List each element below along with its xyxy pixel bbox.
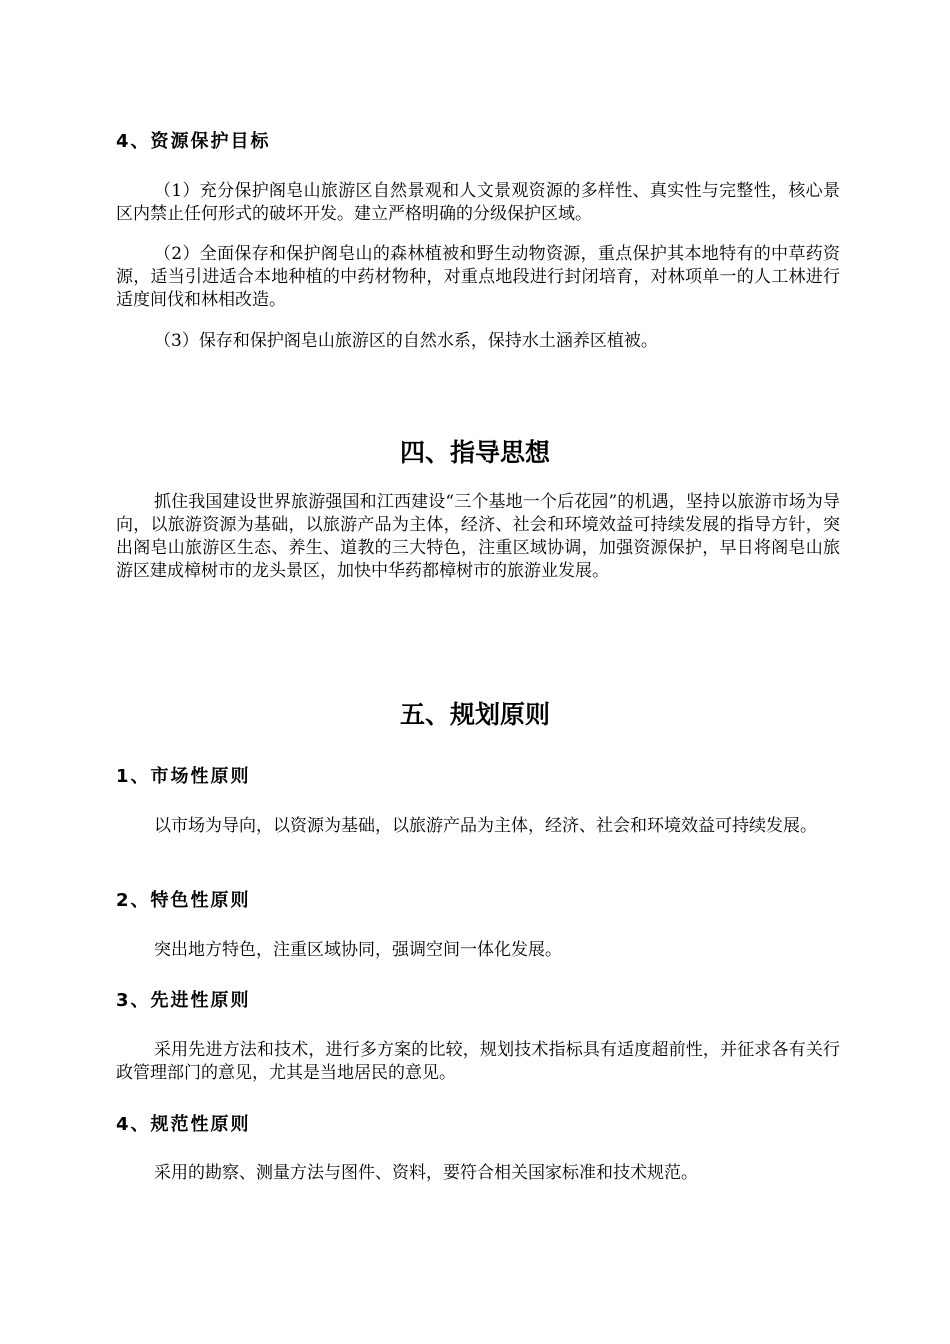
protection-item-1: （1）充分保护阁皂山旅游区自然景观和人文景观资源的多样性、真实性与完整性，核心景区内禁止任何形式的破坏开发。建立严格明确的分级保护区域。	[116, 181, 840, 224]
advanced-principle-body: 采用先进方法和技术，进行多方案的比较，规划技术指标具有适度超前性，并征求各有关行政管理部门的意见，尤其是当地居民的意见。	[116, 1040, 840, 1083]
feature-principle-body: 突出地方特色，注重区域协同，强调空间一体化发展。	[154, 940, 562, 960]
standard-principle-body: 采用的勘察、测量方法与图件、资料，要符合相关国家标准和技术规范。	[154, 1163, 698, 1183]
protection-item-3: （3）保存和保护阁皂山旅游区的自然水系，保持水土涵养区植被。	[154, 331, 658, 351]
standard-principle-heading: 4、规范性原则	[116, 1114, 251, 1135]
guiding-ideology-body: 抓住我国建设世界旅游强国和江西建设“三个基地一个后花园”的机遇，坚持以旅游市场为导向，以旅游资源为基础，以旅游产品为主体，经济、社会和环境效益可持续发展的指导方针，突出阁皂山旅游区生态、养生、道教的三大特色，注重区域协调，加强资源保护，早日将阁皂山旅游区建成樟树市的龙头景区，加快中华药都樟树市的旅游业发展。	[116, 492, 840, 581]
market-principle-body: 以市场为导向，以资源为基础，以旅游产品为主体，经济、社会和环境效益可持续发展。	[154, 816, 817, 836]
protection-item-2: （2）全面保存和保护阁皂山的森林植被和野生动物资源，重点保护其本地特有的中草药资源，适当引进适合本地种植的中药材物种，对重点地段进行封闭培育，对林项单一的人工林进行适度间伐和林相改造。	[116, 244, 840, 310]
planning-principles-title: 五、规划原则	[399, 700, 550, 729]
resource-protection-heading: 4、资源保护目标	[116, 131, 271, 152]
advanced-principle-heading: 3、先进性原则	[116, 990, 251, 1011]
market-principle-heading: 1、市场性原则	[116, 766, 251, 787]
guiding-ideology-title: 四、指导思想	[399, 438, 550, 467]
feature-principle-heading: 2、特色性原则	[116, 890, 251, 911]
